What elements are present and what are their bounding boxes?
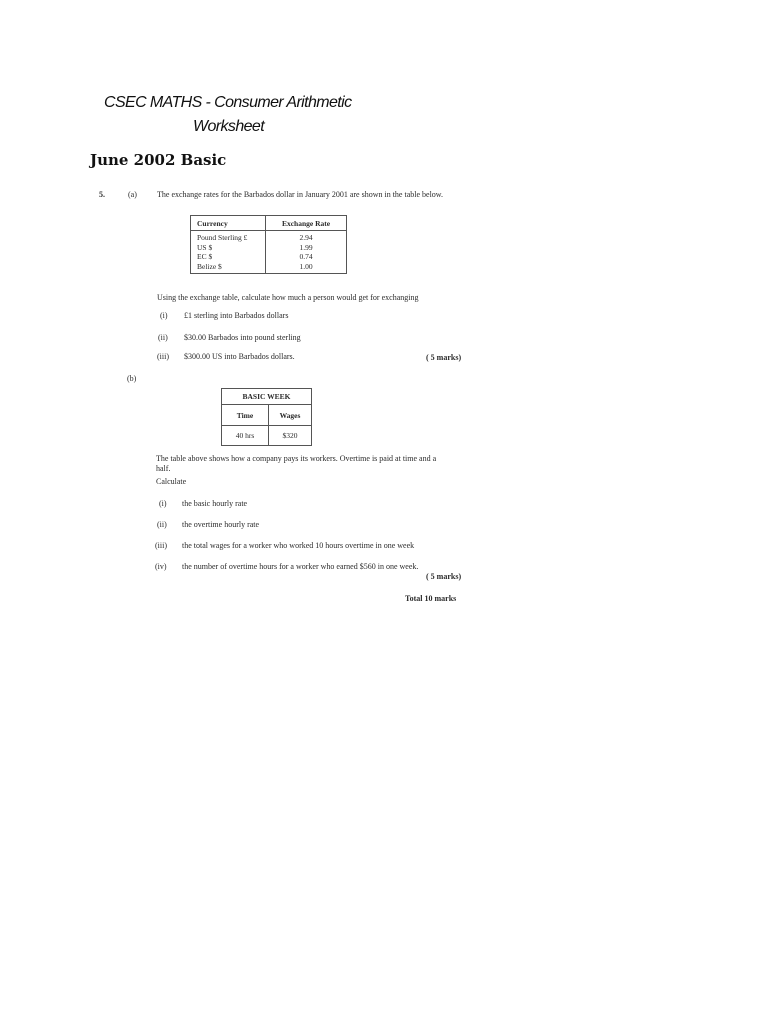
part-b-label: (b) (127, 374, 137, 383)
total-marks: Total 10 marks (405, 594, 457, 603)
part-b-description-line2: half. (156, 464, 171, 473)
question-number: 5. (99, 190, 105, 199)
rate-cell: 1.99 (299, 242, 313, 252)
exchange-table-header-rate: Exchange Rate (266, 216, 347, 231)
part-a-label: (a) (128, 190, 137, 199)
basic-week-title: BASIC WEEK (222, 389, 312, 405)
currency-cell: Pound Sterling £ (197, 233, 248, 242)
worksheet-title-line2: Worksheet (193, 118, 265, 135)
rate-cell: 1.00 (299, 261, 313, 271)
part-b-calculate: Calculate (156, 477, 187, 486)
section-heading: June 2002 Basic (90, 151, 227, 169)
part-b-marks: ( 5 marks) (426, 572, 462, 581)
basic-week-time-cell: 40 hrs (222, 426, 269, 446)
part-a-item-text: $30.00 Barbados into pound sterling (184, 333, 301, 342)
part-b-item-number: (iii) (155, 541, 167, 550)
part-b-item-number: (i) (159, 499, 167, 508)
currency-cell: US $ (197, 242, 213, 252)
part-a-item-number: (ii) (158, 333, 168, 342)
part-a-item-text: $300.00 US into Barbados dollars. (184, 352, 295, 361)
part-a-item-number: (iii) (157, 352, 169, 361)
exchange-rate-table (190, 215, 347, 274)
exchange-table-header-currency: Currency (191, 216, 266, 231)
currency-cell: Belize $ (197, 261, 222, 271)
exchange-table-rate-column (266, 231, 347, 274)
part-b-description-line1: The table above shows how a company pays its workers. Overtime is paid at time and a (156, 454, 437, 463)
basic-week-header-wages: Wages (269, 405, 312, 426)
part-a-marks: ( 5 marks) (426, 353, 462, 362)
basic-week-wages-cell: $320 (269, 426, 312, 446)
rate-cell: 2.94 (299, 233, 313, 242)
exchange-table-currency-column (191, 231, 266, 274)
basic-week-table (221, 388, 312, 446)
part-b-item-text: the overtime hourly rate (182, 520, 260, 529)
part-a-item-number: (i) (160, 311, 168, 320)
part-a-intro: The exchange rates for the Barbados dollar in January 2001 are shown in the table below. (157, 190, 444, 199)
basic-week-header-time: Time (222, 405, 269, 426)
part-a-item-text: £1 sterling into Barbados dollars (184, 311, 289, 320)
currency-cell: EC $ (197, 252, 213, 261)
part-b-item-number: (ii) (157, 520, 167, 529)
part-b-item-text: the total wages for a worker who worked 10 hours overtime in one week (182, 541, 415, 550)
rate-cell: 0.74 (299, 252, 313, 261)
part-b-item-text: the basic hourly rate (182, 499, 248, 508)
part-b-item-text: the number of overtime hours for a worker who earned $560 in one week. (182, 562, 419, 571)
worksheet-title-line1: CSEC MATHS - Consumer Arithmetic (104, 94, 352, 111)
part-b-item-number: (iv) (155, 562, 167, 571)
part-a-instruction: Using the exchange table, calculate how much a person would get for exchanging (157, 293, 419, 302)
